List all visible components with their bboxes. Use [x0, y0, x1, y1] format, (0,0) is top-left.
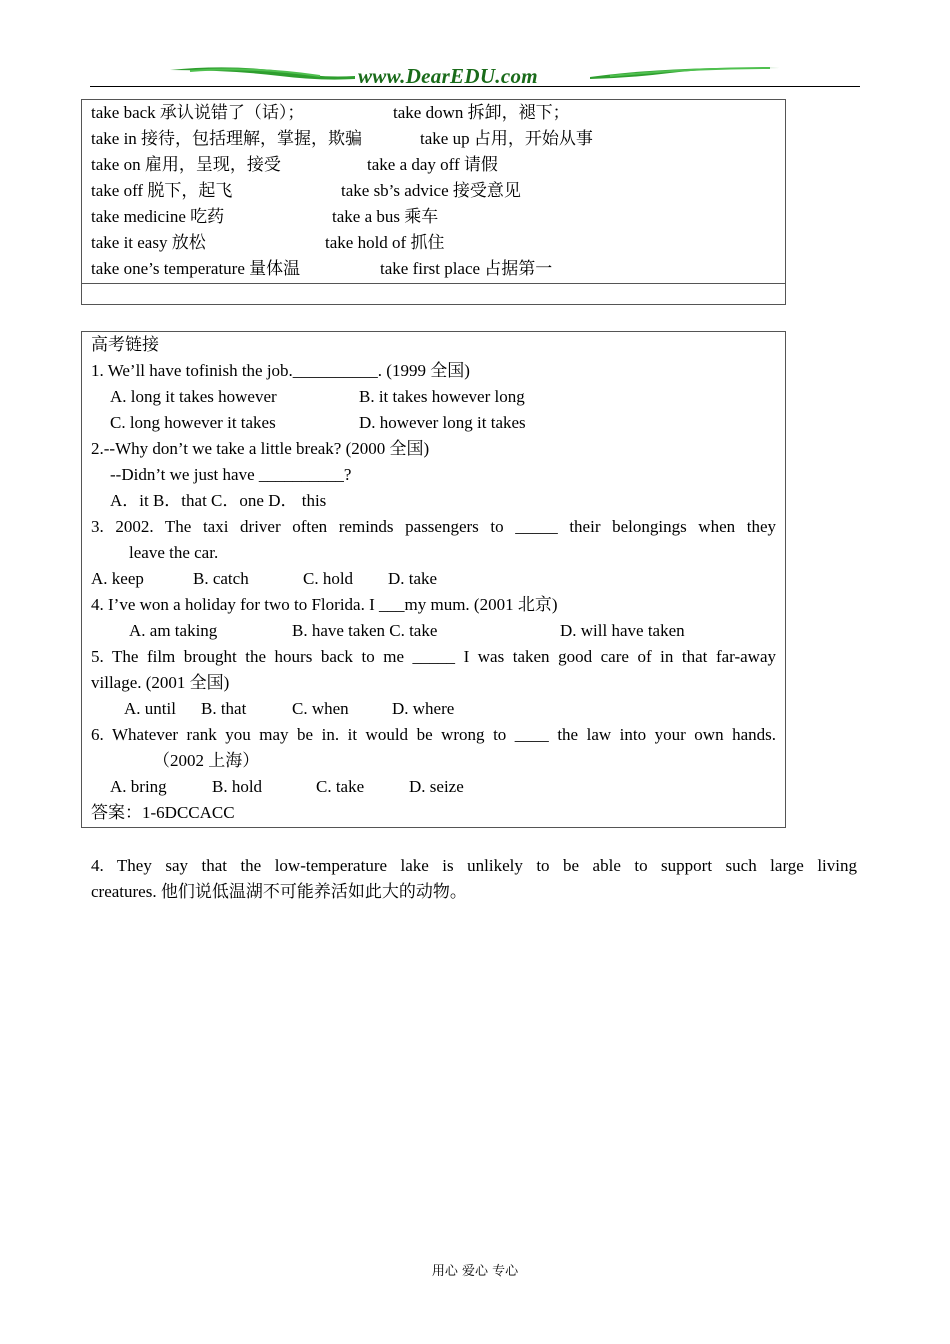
example-sentence: [91, 853, 857, 905]
option: B. that: [201, 699, 247, 718]
phrase-row: take one’s temperature 量体温 take first place 占据第一: [91, 259, 553, 278]
option: C. hold: [303, 569, 354, 588]
option: D. however long it takes: [359, 413, 526, 432]
question-3-line2: leave the car.: [129, 543, 219, 562]
question-1: 1. We’ll have tofinish the job.__________. (1999 全国): [91, 361, 470, 380]
option: A. bring: [110, 777, 167, 796]
option: A. keep: [91, 569, 144, 588]
option: C. take: [316, 777, 365, 796]
q6-options: [91, 774, 776, 800]
sentence-line: 4. They say that the low-temperature lake is unlikely to be able to support such large living: [91, 856, 857, 875]
q1-options-row1: [91, 384, 776, 410]
question-3: 3. 2002. The taxi driver often reminds passengers to _____ their belongings when they: [91, 517, 776, 536]
question-6-line2: （2002 上海）: [153, 751, 260, 770]
option: A. long it takes however: [110, 387, 277, 406]
question-6: 6. Whatever rank you may be in. it would be wrong to ____ the law into your own hands.: [91, 725, 776, 744]
option: A. am taking: [129, 621, 218, 640]
phrase-row: take it easy 放松 take hold of 抓住: [91, 233, 445, 252]
option: D. where: [392, 699, 455, 718]
page-footer: 用心 爱心 专心: [431, 1264, 519, 1279]
question-4: 4. I’ve won a holiday for two to Florida. I ___my mum. (2001 北京): [91, 595, 558, 614]
q5-options: [91, 696, 776, 722]
phrase-row: take in 接待，包括理解，掌握，欺骗 take up 占用，开始从事: [91, 129, 593, 148]
header-rule: [90, 86, 860, 87]
option: D. take: [388, 569, 438, 588]
section-title: 高考链接: [91, 335, 159, 354]
option: B. have taken C. take: [292, 621, 438, 640]
phrase-table: [81, 99, 786, 305]
option: B. it takes however long: [359, 387, 525, 406]
q4-options: [91, 618, 776, 644]
page-header: [90, 62, 860, 90]
answer-key: 答案：1-6DCCACC: [91, 803, 235, 822]
site-logo[interactable]: www.DearEDU.com: [358, 64, 538, 88]
option: C. long however it takes: [110, 413, 276, 432]
option: B. catch: [193, 569, 249, 588]
q2-options: A．it B．that C．one D． this: [110, 491, 327, 510]
q3-options: [91, 566, 776, 592]
gaokao-section: [81, 331, 786, 828]
option: D. seize: [409, 777, 464, 796]
option: B. hold: [212, 777, 263, 796]
phrase-row: take medicine 吃药 take a bus 乘车: [91, 207, 439, 226]
question-2-line2: --Didn’t we just have __________?: [110, 465, 352, 484]
question-5: 5. The film brought the hours back to me _____ I was taken good care of in that far-away: [91, 647, 776, 666]
option: A. until: [124, 699, 176, 718]
phrase-row: take back 承认说错了（话）； take down 拆卸，褪下；: [91, 103, 570, 122]
q1-options-row2: [91, 410, 776, 436]
question-5-line2: village. (2001 全国): [91, 673, 230, 692]
option: D. will have taken: [560, 621, 685, 640]
option: C. when: [292, 699, 349, 718]
phrase-row: take on 雇用，呈现，接受 take a day off 请假: [91, 155, 498, 174]
phrase-row: take off 脱下，起飞 take sb’s advice 接受意见: [91, 181, 521, 200]
sentence-line: creatures. 他们说低温湖不可能养活如此大的动物。: [91, 882, 467, 901]
question-2: 2.--Why don’t we take a little break? (2000 全国): [91, 439, 430, 458]
